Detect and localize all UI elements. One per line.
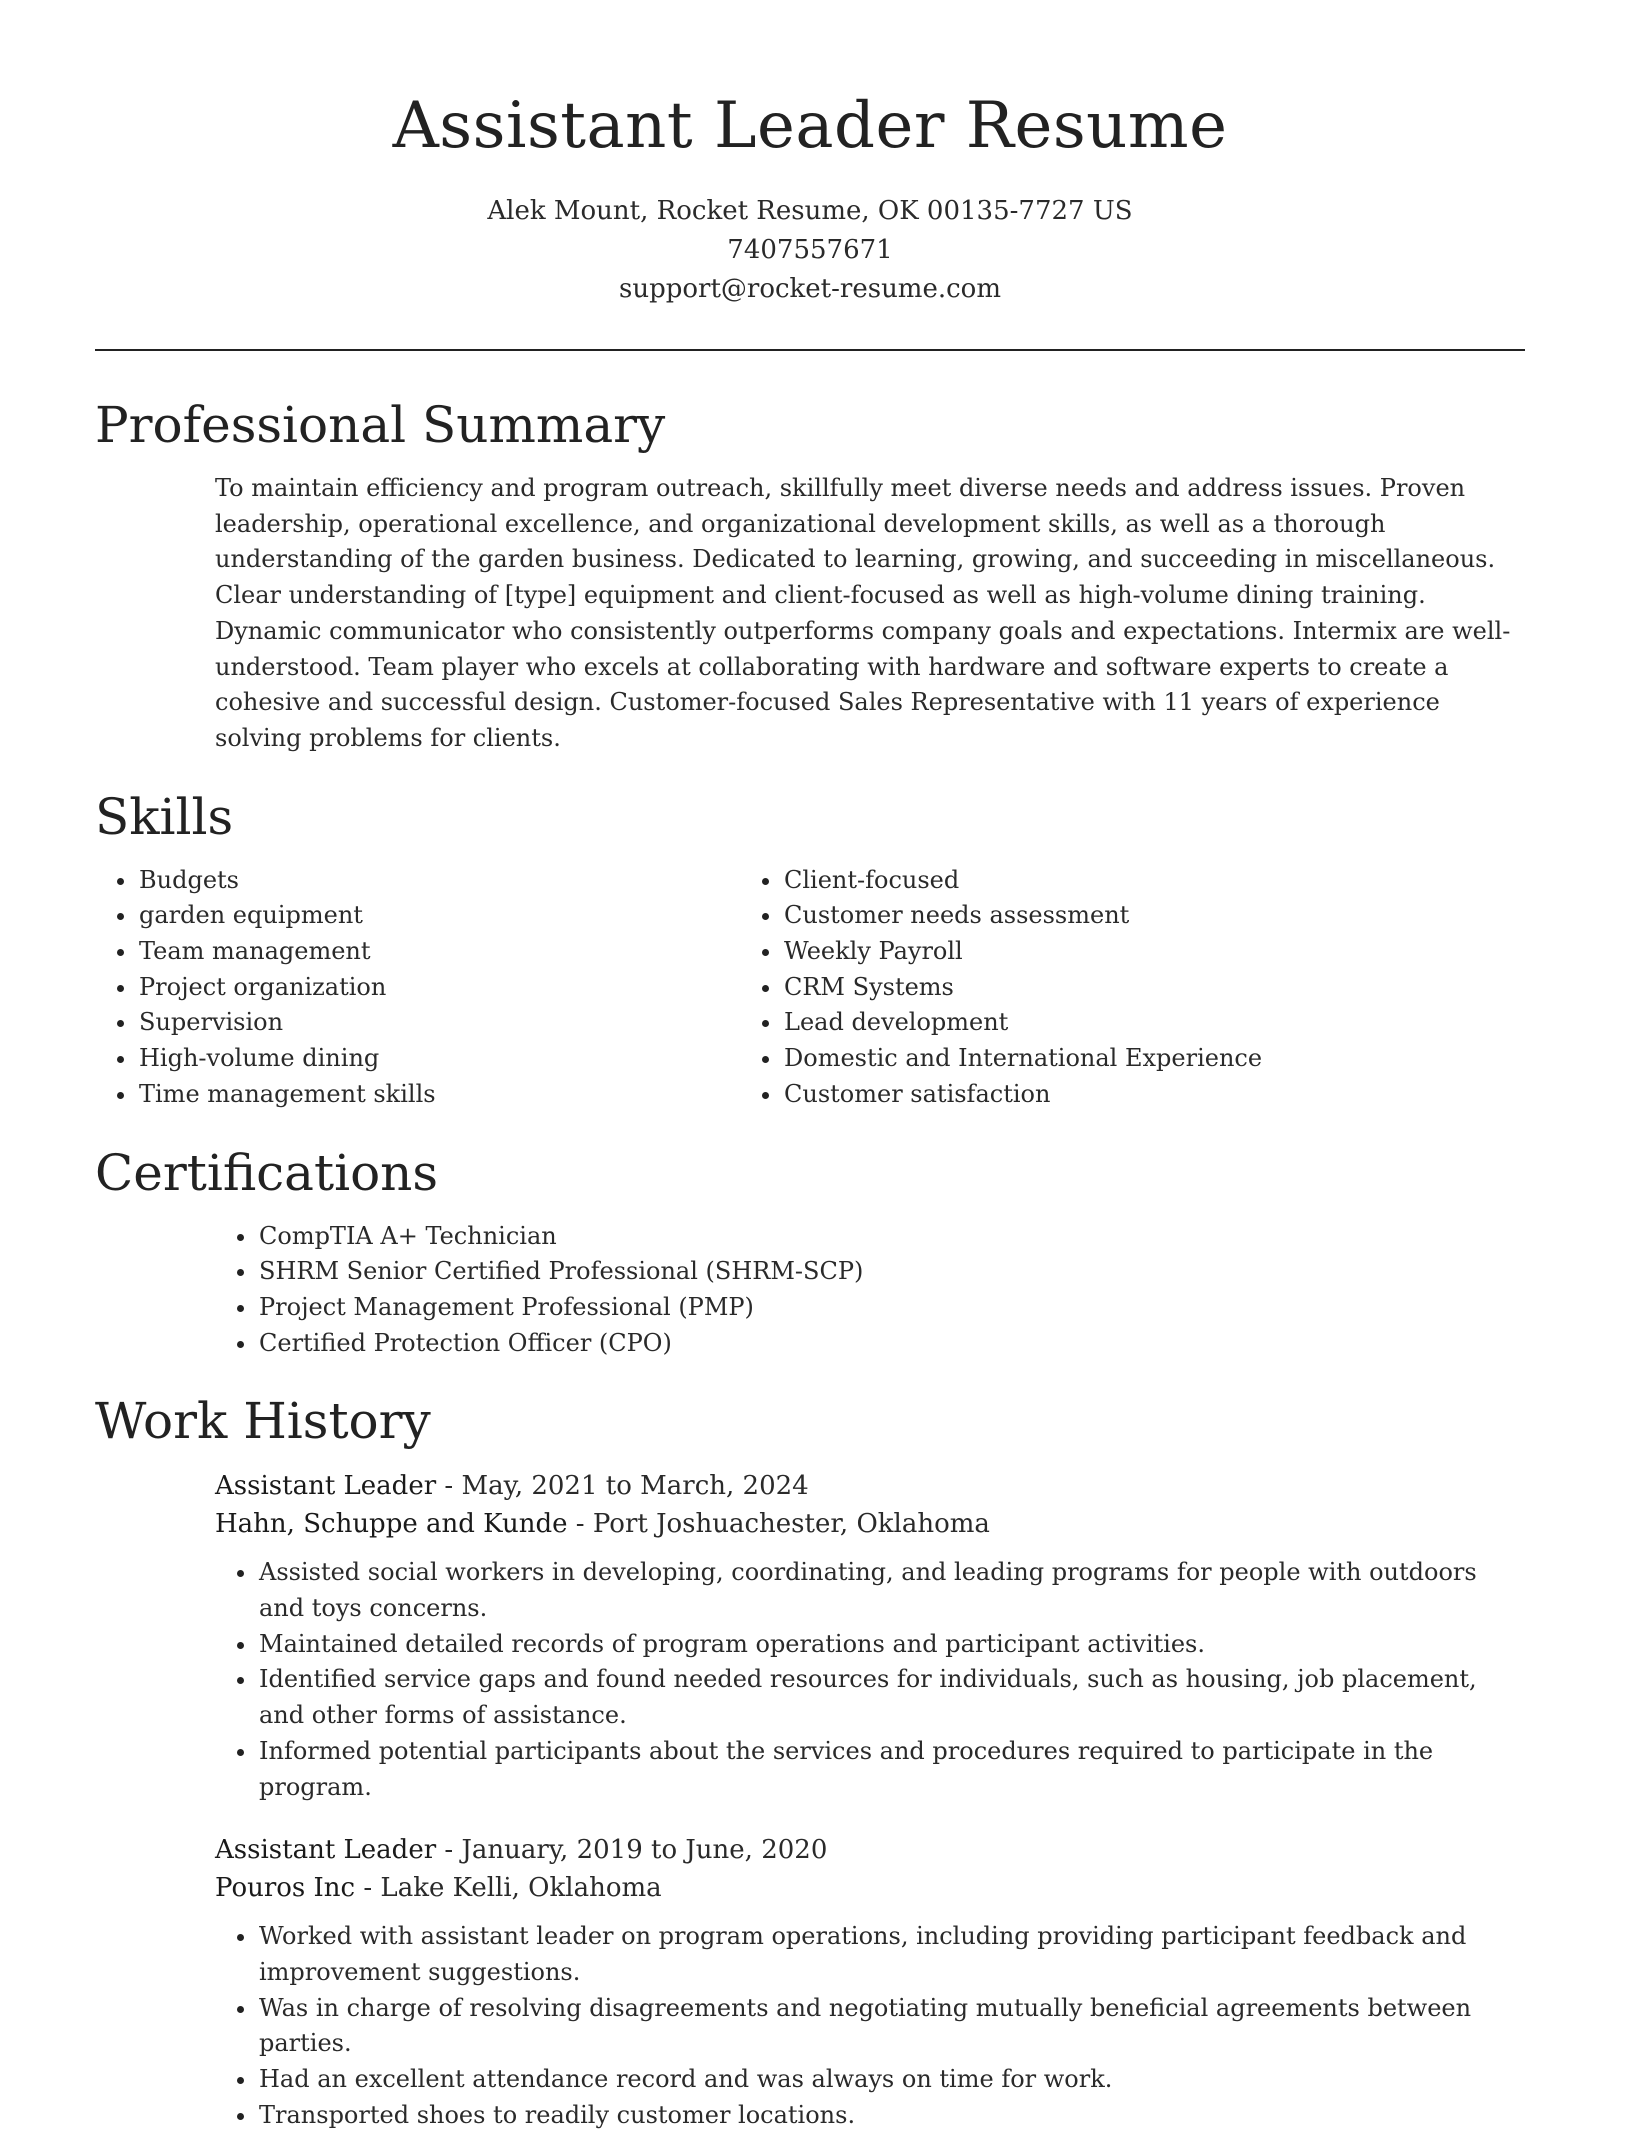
job-duty-item: Transported shoes to readily customer locations. — [215, 2098, 1525, 2134]
contact-email: support@rocket-resume.com — [618, 274, 1001, 304]
job-location: - Port Joshuachester, Oklahoma — [567, 1509, 990, 1540]
summary-heading: Professional Summary — [95, 396, 666, 454]
certifications-list — [215, 1219, 1525, 1362]
skill-item: High-volume dining — [95, 1041, 740, 1077]
work-history-section — [95, 1389, 1525, 2133]
job-duty-item: Had an excellent attendance record and was always on time for work. — [215, 2062, 1525, 2098]
job-company-line — [215, 1869, 1525, 1907]
skill-item: Supervision — [95, 1005, 740, 1041]
job-duty-item: Worked with assistant leader on program operations, including providing participant feedback and improvement suggestions. — [215, 1919, 1525, 1990]
certification-item: CompTIA A+ Technician — [215, 1219, 1525, 1255]
skill-item: Project organization — [95, 970, 740, 1006]
job-duty-item: Was in charge of resolving disagreements and negotiating mutually beneficial agreements between parties. — [215, 1991, 1525, 2062]
contact-address: Alek Mount, Rocket Resume, OK 00135-7727 US — [487, 196, 1133, 226]
skills-heading: Skills — [95, 787, 234, 846]
certifications-section — [95, 1141, 1525, 1362]
skill-item: Domestic and International Experience — [740, 1041, 1380, 1077]
job-company: Hahn, Schuppe and Kunde — [215, 1509, 568, 1540]
skill-item: Customer satisfaction — [740, 1077, 1380, 1113]
job-company: Pouros Inc — [215, 1873, 356, 1904]
skill-item: Lead development — [740, 1005, 1380, 1041]
skill-item: Customer needs assessment — [740, 898, 1380, 934]
job-duty-item: Identified service gaps and found needed resources for individuals, such as housing, job placement, and other forms of assistance. — [215, 1662, 1525, 1733]
job-duties-list — [215, 1919, 1525, 2133]
job-company-line — [215, 1505, 1525, 1543]
skill-item: Weekly Payroll — [740, 934, 1380, 970]
contact-phone: 7407557671 — [727, 235, 893, 265]
skill-item: Team management — [95, 934, 740, 970]
job-dates: - May, 2021 to March, 2024 — [436, 1471, 809, 1502]
skill-item: CRM Systems — [740, 970, 1380, 1006]
certification-item: SHRM Senior Certified Professional (SHRM-SCP) — [215, 1254, 1525, 1290]
job-duty-item: Informed potential participants about the services and procedures required to participate in the program. — [215, 1734, 1525, 1805]
skills-column-right — [740, 863, 1380, 1113]
skill-item: Budgets — [95, 863, 740, 899]
skill-item: Time management skills — [95, 1077, 740, 1113]
certifications-heading: Certifications — [95, 1143, 439, 1202]
summary-section — [95, 393, 1525, 757]
job-title: Assistant Leader — [215, 1471, 437, 1502]
summary-text: To maintain efficiency and program outreach, skillfully meet diverse needs and address issues. Proven leadership, operational excellence, and organizational development skills, as well as a thorough understanding of the garden business. Dedicated to learning, growing, and succeeding in miscellaneous. Clear understanding of [type] equipment and client-focused as well as high-volume dining training. Dynamic communicator who consistently outperforms company goals and expectations. Intermix are well-understood. Team player who excels at collaborating with hardware and software experts to create a cohesive and successful design. Customer-focused Sales Representative with 11 years of experience solving problems for clients. — [215, 474, 1511, 752]
resume-page — [95, 0, 1525, 2134]
header-divider — [95, 349, 1525, 351]
job-dates: - January, 2019 to June, 2020 — [436, 1835, 828, 1866]
job-entry — [215, 1831, 1525, 2133]
skills-columns — [95, 863, 1525, 1113]
contact-info — [95, 192, 1525, 309]
work-history-heading: Work History — [95, 1392, 431, 1451]
resume-header — [95, 0, 1525, 309]
job-title: Assistant Leader — [215, 1835, 437, 1866]
skill-item: Client-focused — [740, 863, 1380, 899]
certification-item: Project Management Professional (PMP) — [215, 1290, 1525, 1326]
job-location: - Lake Kelli, Oklahoma — [355, 1873, 662, 1904]
job-title-line — [215, 1467, 1525, 1505]
job-duty-item: Assisted social workers in developing, coordinating, and leading programs for people with outdoors and toys concerns. — [215, 1555, 1525, 1626]
job-duty-item: Maintained detailed records of program operations and participant activities. — [215, 1627, 1525, 1663]
certification-item: Certified Protection Officer (CPO) — [215, 1326, 1525, 1362]
job-duties-list — [215, 1555, 1525, 1805]
job-title-line — [215, 1831, 1525, 1869]
skills-column-left — [95, 863, 740, 1113]
skills-section — [95, 785, 1525, 1113]
job-entry — [215, 1467, 1525, 1805]
resume-title: Assistant Leader Resume — [392, 89, 1228, 163]
skill-item: garden equipment — [95, 898, 740, 934]
